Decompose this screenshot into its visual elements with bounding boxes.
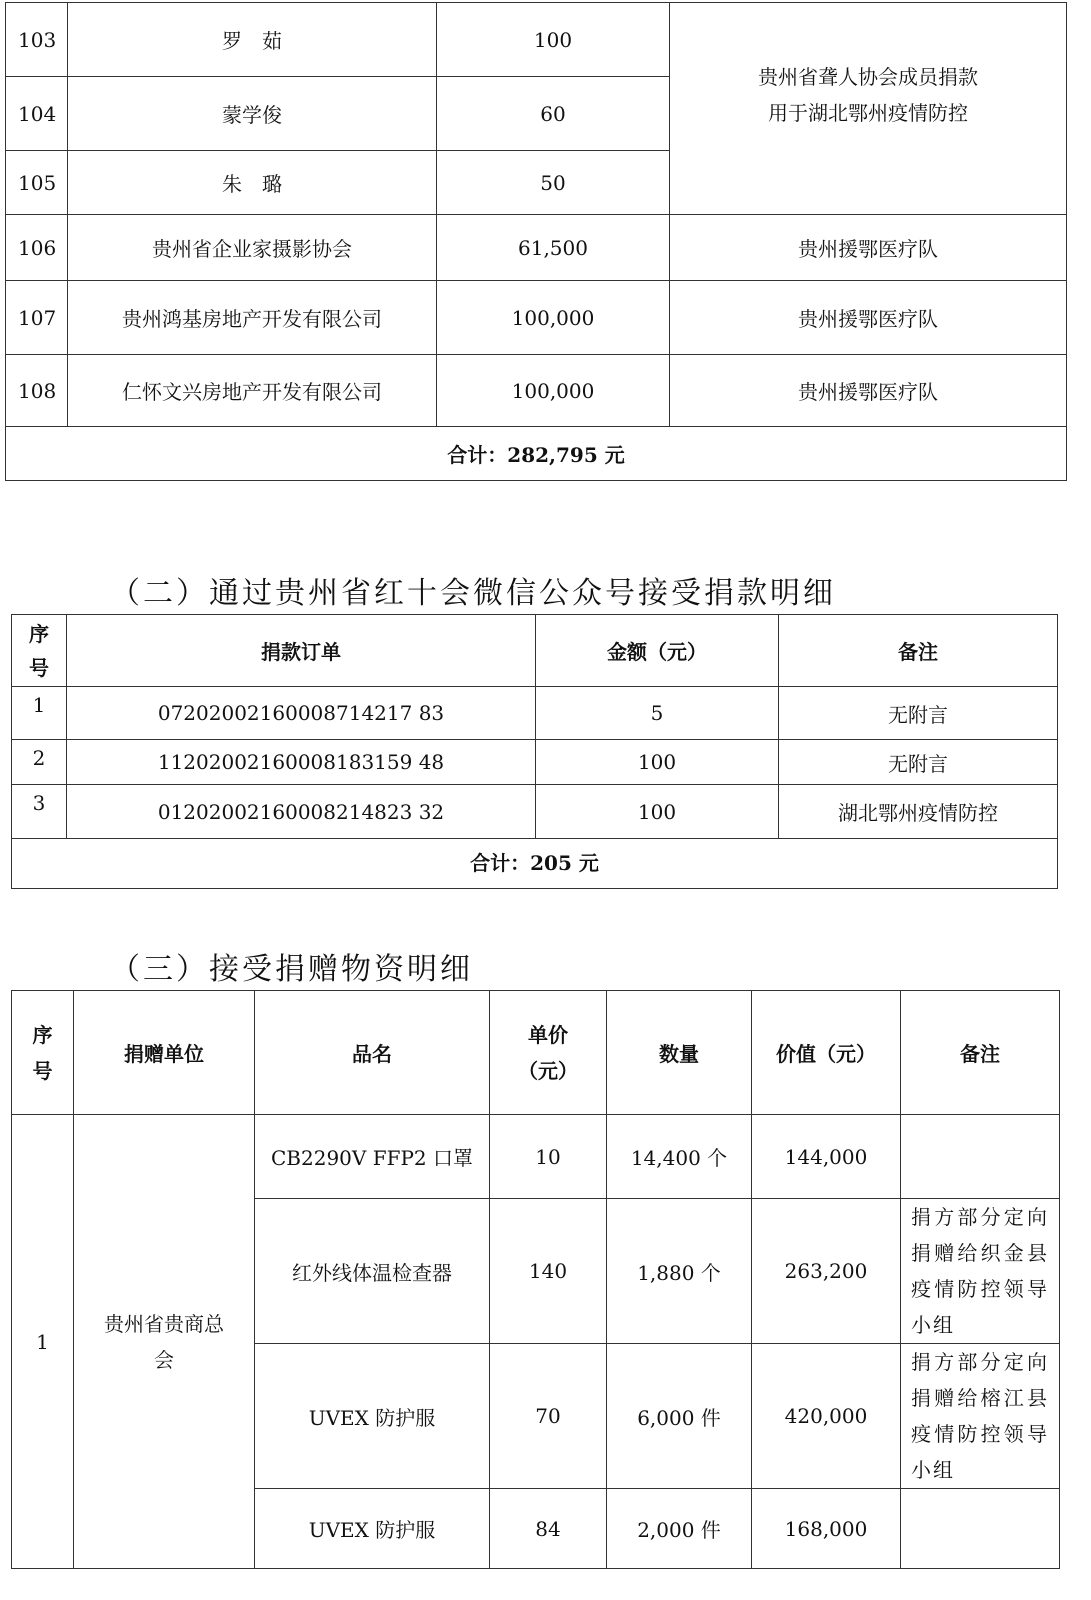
total-amount: 合计：282,795 元 xyxy=(6,427,1067,481)
donation-table-continued xyxy=(5,2,1067,481)
header-row xyxy=(12,615,1058,687)
table-row xyxy=(12,687,1058,740)
item-name: 红外线体温检查器 xyxy=(255,1199,490,1344)
quantity: 1,880 个 xyxy=(607,1199,752,1344)
header-unit-price xyxy=(490,991,607,1115)
header-row xyxy=(12,991,1060,1115)
item-value: 263,200 xyxy=(752,1199,901,1344)
header-serial-line1: 序 xyxy=(32,1022,53,1047)
item-value: 168,000 xyxy=(752,1489,901,1569)
header-unit-price-line1: 单价 xyxy=(528,1022,568,1047)
material-donation-table xyxy=(11,990,1060,1569)
item-name: CB2290V FFP2 口罩 xyxy=(255,1115,490,1199)
donor-name xyxy=(74,1115,255,1569)
header-unit-price-line2: （元） xyxy=(518,1058,578,1083)
donation-note: 湖北鄂州疫情防控 xyxy=(779,785,1058,839)
header-serial-line1: 序 xyxy=(29,621,49,646)
row-number: 1 xyxy=(12,687,67,740)
merged-note-line2: 用于湖北鄂州疫情防控 xyxy=(768,101,968,125)
section-heading-2: （二）通过贵州省红十会微信公众号接受捐款明细 xyxy=(110,576,836,611)
wechat-donation-table xyxy=(11,614,1058,889)
header-amount: 金额（元） xyxy=(536,615,779,687)
order-number: 11202002160008183159 48 xyxy=(67,740,536,785)
table-row xyxy=(12,785,1058,839)
donation-amount: 60 xyxy=(437,77,670,151)
donation-amount: 50 xyxy=(437,151,670,215)
table-row xyxy=(6,215,1067,281)
donation-amount: 100 xyxy=(536,740,779,785)
order-number: 07202002160008714217 83 xyxy=(67,687,536,740)
order-number: 01202002160008214823 32 xyxy=(67,785,536,839)
donation-note: 贵州援鄂医疗队 xyxy=(670,215,1067,281)
donation-note: 贵州援鄂医疗队 xyxy=(670,281,1067,355)
header-order: 捐款订单 xyxy=(67,615,536,687)
merged-note-line1: 贵州省聋人协会成员捐款 xyxy=(758,65,978,89)
row-number: 104 xyxy=(6,77,68,151)
donor-name: 贵州鸿基房地产开发有限公司 xyxy=(68,281,437,355)
item-value: 420,000 xyxy=(752,1344,901,1489)
donor-name: 蒙学俊 xyxy=(68,77,437,151)
donor-name-line2: 会 xyxy=(154,1347,174,1372)
donation-amount: 5 xyxy=(536,687,779,740)
donor-name: 朱 璐 xyxy=(68,151,437,215)
donation-amount: 100 xyxy=(437,3,670,77)
header-serial xyxy=(12,615,67,687)
row-number: 1 xyxy=(12,1115,74,1569)
header-item: 品名 xyxy=(255,991,490,1115)
total-row xyxy=(6,427,1067,481)
row-number: 3 xyxy=(12,785,67,839)
donation-note: 无附言 xyxy=(779,740,1058,785)
table-row xyxy=(12,1115,1060,1199)
header-serial xyxy=(12,991,74,1115)
item-value: 144,000 xyxy=(752,1115,901,1199)
item-note xyxy=(901,1489,1060,1569)
header-note: 备注 xyxy=(901,991,1060,1115)
header-donor: 捐赠单位 xyxy=(74,991,255,1115)
row-number: 108 xyxy=(6,355,68,427)
merged-note xyxy=(670,3,1067,215)
table-row xyxy=(6,355,1067,427)
donation-amount: 100,000 xyxy=(437,355,670,427)
item-note xyxy=(901,1115,1060,1199)
row-number: 103 xyxy=(6,3,68,77)
donation-note: 无附言 xyxy=(779,687,1058,740)
donation-amount: 100 xyxy=(536,785,779,839)
unit-price: 84 xyxy=(490,1489,607,1569)
table-row xyxy=(12,740,1058,785)
quantity: 2,000 件 xyxy=(607,1489,752,1569)
header-serial-line2: 号 xyxy=(32,1058,53,1083)
unit-price: 10 xyxy=(490,1115,607,1199)
donor-name-line1: 贵州省贵商总 xyxy=(104,1311,224,1336)
table-row xyxy=(6,3,1067,77)
header-note: 备注 xyxy=(779,615,1058,687)
donor-name: 贵州省企业家摄影协会 xyxy=(68,215,437,281)
section-heading-3: （三）接受捐赠物资明细 xyxy=(110,952,473,987)
donation-amount: 100,000 xyxy=(437,281,670,355)
quantity: 14,400 个 xyxy=(607,1115,752,1199)
donor-name: 仁怀文兴房地产开发有限公司 xyxy=(68,355,437,427)
total-amount: 合计：205 元 xyxy=(12,839,1058,889)
header-value: 价值（元） xyxy=(752,991,901,1115)
row-number: 2 xyxy=(12,740,67,785)
quantity: 6,000 件 xyxy=(607,1344,752,1489)
row-number: 107 xyxy=(6,281,68,355)
header-serial-line2: 号 xyxy=(29,655,49,680)
row-number: 105 xyxy=(6,151,68,215)
row-number: 106 xyxy=(6,215,68,281)
unit-price: 70 xyxy=(490,1344,607,1489)
item-name: UVEX 防护服 xyxy=(255,1344,490,1489)
header-quantity: 数量 xyxy=(607,991,752,1115)
item-name: UVEX 防护服 xyxy=(255,1489,490,1569)
total-row xyxy=(12,839,1058,889)
item-note: 捐方部分定向捐赠给织金县疫情防控领导小组 xyxy=(901,1199,1060,1344)
table-row xyxy=(6,281,1067,355)
donation-note: 贵州援鄂医疗队 xyxy=(670,355,1067,427)
donor-name: 罗 茹 xyxy=(68,3,437,77)
donation-amount: 61,500 xyxy=(437,215,670,281)
unit-price: 140 xyxy=(490,1199,607,1344)
item-note: 捐方部分定向捐赠给榕江县疫情防控领导小组 xyxy=(901,1344,1060,1489)
